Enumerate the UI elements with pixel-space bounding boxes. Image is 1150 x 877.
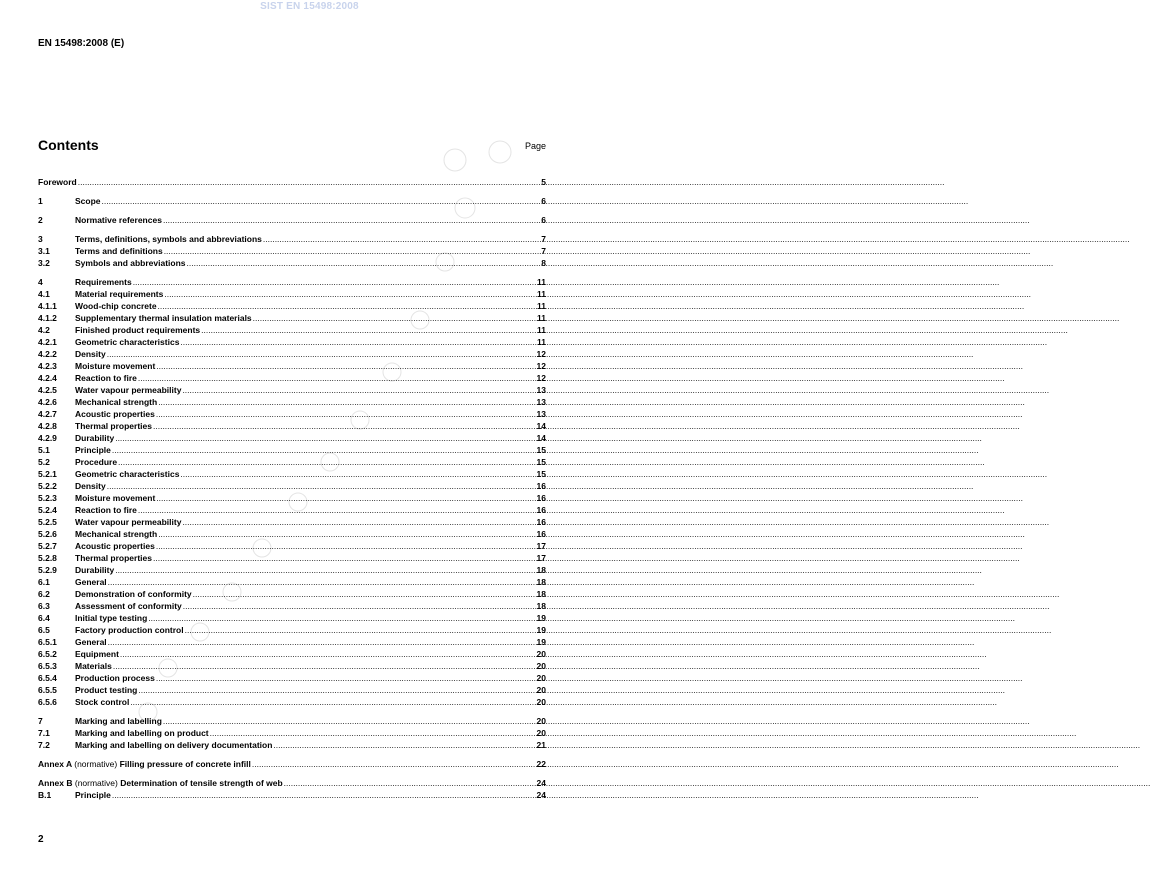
toc-entry-page: 12 [536, 349, 546, 359]
toc-leader-dots [108, 576, 536, 588]
toc-entry-title: Assessment of conformity [75, 601, 182, 611]
toc-entry-page: 20 [536, 697, 546, 707]
toc-leader-dots [156, 492, 535, 504]
toc-entry-title: Finished product requirements [75, 325, 201, 335]
toc-entry[interactable] [38, 214, 546, 226]
toc-entry-page: 6 [541, 215, 546, 225]
toc-entry-number: 6.4 [38, 613, 50, 623]
toc-entry[interactable] [38, 612, 546, 624]
toc-entry-page: 15 [536, 445, 546, 455]
toc-entry[interactable] [38, 564, 546, 576]
toc-entry[interactable] [38, 660, 546, 672]
toc-entry-number: 5.2.2 [38, 481, 57, 491]
toc-entry-number: 7.1 [38, 728, 50, 738]
toc-entry-number: 2 [38, 215, 43, 225]
toc-entry-number: 5.2.1 [38, 469, 57, 479]
toc-entry-title: Mechanical strength [75, 529, 158, 539]
toc-leader-dots [273, 739, 535, 751]
toc-entry-page: 14 [536, 421, 546, 431]
toc-leader-dots [180, 468, 535, 480]
toc-entry-title: Density [75, 349, 106, 359]
toc-entry-title: Supplementary thermal insulation materials [75, 313, 252, 323]
toc-entry-page: 7 [541, 246, 546, 256]
toc-entry[interactable] [38, 312, 546, 324]
toc-entry-title: Marking and labelling [75, 716, 162, 726]
toc-annex-label: Annex B [38, 778, 73, 788]
toc-entry-page: 7 [541, 234, 546, 244]
toc-entry-number: 5.2 [38, 457, 50, 467]
toc-leader-dots [156, 360, 535, 372]
toc-annex-note: (normative) [74, 778, 121, 788]
toc-entry-title: Equipment [75, 649, 119, 659]
toc-entry-number: 4.2.1 [38, 337, 57, 347]
toc-entry-number: 6.5.6 [38, 697, 57, 707]
toc-entry[interactable] [38, 195, 546, 207]
toc-leader-dots [78, 176, 541, 188]
toc-entry-title: General [75, 577, 107, 587]
toc-entry[interactable] [38, 789, 546, 801]
toc-entry-title: Acoustic properties [75, 541, 155, 551]
toc-entry[interactable] [38, 504, 546, 516]
toc-entry-number: 4.1 [38, 289, 50, 299]
toc-entry-number: 6.5.4 [38, 673, 57, 683]
toc-entry-page: 11 [537, 337, 546, 347]
toc-entry[interactable] [38, 528, 546, 540]
toc-entry-number: 1 [38, 196, 43, 206]
toc-entry-number: 5.1 [38, 445, 50, 455]
toc-entry-number: 6.5 [38, 625, 50, 635]
toc-entry-number: 4.1.2 [38, 313, 57, 323]
toc-entry-title: Water vapour permeability [75, 517, 182, 527]
toc-entry-title: Mechanical strength [75, 397, 158, 407]
toc-entry-title: Factory production control [75, 625, 184, 635]
toc-entry-number: 7 [38, 716, 43, 726]
toc-entry-title: Density [75, 481, 106, 491]
toc-entry-number: 5.2.7 [38, 541, 57, 551]
toc-leader-dots [156, 540, 536, 552]
toc-entry[interactable] [38, 576, 546, 588]
toc-entry-page: 16 [536, 493, 546, 503]
toc-entry[interactable] [38, 456, 546, 468]
toc-entry[interactable] [38, 324, 546, 336]
toc-entry-title: Principle [75, 445, 111, 455]
toc-entry-page: 17 [536, 553, 546, 563]
toc-entry-page: 18 [536, 577, 546, 587]
toc-entry-number: 3 [38, 234, 43, 244]
toc-entry[interactable] [38, 432, 546, 444]
toc-entry[interactable] [38, 480, 546, 492]
toc-entry[interactable] [38, 336, 546, 348]
toc-leader-dots [158, 300, 536, 312]
toc-entry-page: 16 [536, 505, 546, 515]
toc-entry[interactable] [38, 588, 546, 600]
toc-entry[interactable] [38, 176, 546, 188]
table-of-contents [38, 176, 546, 801]
toc-leader-dots [183, 600, 536, 612]
toc-entry-page: 14 [536, 433, 546, 443]
toc-entry[interactable] [38, 420, 546, 432]
toc-entry[interactable] [38, 300, 546, 312]
toc-annex-title: Filling pressure of concrete infill [119, 759, 251, 769]
toc-entry-number: 6.1 [38, 577, 50, 587]
toc-entry-number: 3.2 [38, 258, 50, 268]
toc-entry-title [38, 758, 251, 770]
toc-entry[interactable] [38, 758, 546, 770]
toc-leader-dots [201, 324, 536, 336]
toc-leader-dots [182, 516, 535, 528]
toc-entry-number: 4.1.1 [38, 301, 57, 311]
toc-entry[interactable] [38, 288, 546, 300]
toc-leader-dots [107, 348, 536, 360]
toc-entry-page: 15 [536, 457, 546, 467]
toc-leader-dots [164, 288, 536, 300]
toc-entry-title: Production process [75, 673, 155, 683]
toc-entry-title: Terms and definitions [75, 246, 163, 256]
toc-entry-number: 4.2.5 [38, 385, 57, 395]
toc-entry-page: 11 [537, 277, 546, 287]
toc-entry-page: 12 [536, 361, 546, 371]
toc-entry-title: Thermal properties [75, 421, 152, 431]
toc-entry-title: Thermal properties [75, 553, 152, 563]
toc-entry-title: Water vapour permeability [75, 385, 182, 395]
toc-entry-page: 18 [536, 601, 546, 611]
toc-leader-dots [113, 660, 536, 672]
contents-heading: Contents [38, 137, 99, 153]
toc-leader-dots [138, 504, 536, 516]
toc-entry-title: Moisture movement [75, 361, 156, 371]
toc-leader-dots [130, 696, 535, 708]
toc-leader-dots [112, 789, 536, 801]
toc-entry-page: 16 [536, 481, 546, 491]
toc-annex-label: Annex A [38, 759, 72, 769]
toc-leader-dots [133, 276, 536, 288]
toc-entry-number: 5.2.4 [38, 505, 57, 515]
toc-leader-dots [284, 777, 536, 789]
page-number: 2 [38, 834, 44, 845]
toc-entry[interactable] [38, 715, 546, 727]
toc-entry-page: 13 [536, 409, 546, 419]
toc-entry-number: 4.2.9 [38, 433, 57, 443]
toc-entry-title: Requirements [75, 277, 132, 287]
toc-entry-title: Material requirements [75, 289, 164, 299]
toc-entry-page: 20 [536, 661, 546, 671]
toc-entry[interactable] [38, 648, 546, 660]
toc-entry-title: Durability [75, 433, 115, 443]
toc-entry-number: 3.1 [38, 246, 50, 256]
toc-entry-page: 19 [536, 625, 546, 635]
toc-entry[interactable] [38, 444, 546, 456]
toc-entry-number: 6.5.1 [38, 637, 57, 647]
toc-entry-title: Foreword [38, 177, 77, 187]
toc-leader-dots [253, 312, 536, 324]
toc-entry-number: 5.2.6 [38, 529, 57, 539]
toc-leader-dots [185, 624, 536, 636]
toc-entry-number: 4.2 [38, 325, 50, 335]
toc-leader-dots [156, 408, 536, 420]
toc-entry-number: 5.2.5 [38, 517, 57, 527]
toc-leader-dots [163, 715, 536, 727]
toc-entry[interactable] [38, 540, 546, 552]
toc-entry[interactable] [38, 739, 546, 751]
toc-leader-dots [153, 552, 536, 564]
toc-entry-title: Moisture movement [75, 493, 156, 503]
toc-entry-title: Scope [75, 196, 101, 206]
toc-entry[interactable] [38, 492, 546, 504]
toc-entry-title: Demonstration of conformity [75, 589, 192, 599]
toc-entry-number: 6.3 [38, 601, 50, 611]
toc-leader-dots [187, 257, 541, 269]
toc-leader-dots [180, 336, 536, 348]
toc-entry-title: Materials [75, 661, 112, 671]
toc-entry[interactable] [38, 396, 546, 408]
toc-entry[interactable] [38, 777, 546, 789]
toc-leader-dots [164, 245, 541, 257]
toc-entry-page: 20 [536, 728, 546, 738]
toc-leader-dots [108, 636, 536, 648]
toc-leader-dots [182, 384, 535, 396]
page-column-label: Page [524, 141, 546, 151]
toc-entry-title: Durability [75, 565, 115, 575]
toc-entry-number: B.1 [38, 790, 52, 800]
toc-entry-number: 4.2.7 [38, 409, 57, 419]
toc-entry-title: Stock control [75, 697, 130, 707]
toc-entry-page: 13 [536, 385, 546, 395]
toc-entry-page: 20 [536, 685, 546, 695]
toc-entry-number: 6.5.3 [38, 661, 57, 671]
toc-leader-dots [210, 727, 536, 739]
toc-leader-dots [153, 420, 536, 432]
toc-entry[interactable] [38, 684, 546, 696]
toc-entry-number: 4.2.8 [38, 421, 57, 431]
toc-entry[interactable] [38, 276, 546, 288]
toc-entry[interactable] [38, 696, 546, 708]
toc-entry-page: 11 [537, 301, 546, 311]
toc-entry-page: 17 [536, 541, 546, 551]
toc-entry-title: Geometric characteristics [75, 469, 180, 479]
toc-annex-note: (normative) [74, 759, 120, 769]
toc-leader-dots [118, 456, 535, 468]
toc-entry[interactable] [38, 360, 546, 372]
toc-entry-title: Wood-chip concrete [75, 301, 157, 311]
document-id: EN 15498:2008 (E) [38, 38, 125, 49]
toc-entry-number: 4.2.4 [38, 373, 57, 383]
toc-entry-number: 4 [38, 277, 43, 287]
toc-entry-page: 19 [536, 613, 546, 623]
toc-entry-title: General [75, 637, 107, 647]
toc-entry[interactable] [38, 408, 546, 420]
toc-annex-title: Determination of tensile strength of web [120, 778, 283, 788]
toc-entry-title: Reaction to fire [75, 505, 137, 515]
toc-entry-title: Geometric characteristics [75, 337, 180, 347]
toc-entry-page: 6 [541, 196, 546, 206]
toc-entry[interactable] [38, 348, 546, 360]
toc-entry-page: 18 [536, 589, 546, 599]
toc-entry-page: 16 [536, 517, 546, 527]
toc-leader-dots [115, 564, 535, 576]
toc-entry-number: 5.2.3 [38, 493, 57, 503]
toc-entry[interactable] [38, 384, 546, 396]
toc-entry[interactable] [38, 636, 546, 648]
toc-entry-page: 5 [541, 177, 546, 187]
toc-entry-page: 19 [536, 637, 546, 647]
toc-entry[interactable] [38, 672, 546, 684]
toc-leader-dots [148, 612, 535, 624]
toc-entry-page: 18 [536, 565, 546, 575]
toc-entry-title: Principle [75, 790, 111, 800]
toc-entry-title: Marking and labelling on delivery documentation [75, 740, 273, 750]
toc-entry[interactable] [38, 552, 546, 564]
toc-leader-dots [158, 396, 535, 408]
toc-entry-title: Terms, definitions, symbols and abbreviations [75, 234, 262, 244]
toc-leader-dots [263, 233, 540, 245]
toc-entry[interactable] [38, 233, 546, 245]
toc-entry-title: Procedure [75, 457, 118, 467]
toc-entry-number: 6.5.2 [38, 649, 57, 659]
toc-leader-dots [252, 758, 536, 770]
toc-entry-page: 20 [536, 716, 546, 726]
toc-entry-page: 11 [537, 325, 546, 335]
toc-entry-title: Symbols and abbreviations [75, 258, 186, 268]
toc-leader-dots [163, 214, 540, 226]
toc-leader-dots [138, 372, 536, 384]
toc-entry[interactable] [38, 245, 546, 257]
toc-entry-page: 16 [536, 529, 546, 539]
toc-leader-dots [156, 672, 536, 684]
toc-entry-page: 8 [541, 258, 546, 268]
toc-entry-page: 20 [536, 649, 546, 659]
toc-entry[interactable] [38, 468, 546, 480]
toc-entry-title: Marking and labelling on product [75, 728, 209, 738]
toc-entry[interactable] [38, 624, 546, 636]
toc-entry-page: 24 [536, 778, 546, 788]
toc-entry-number: 7.2 [38, 740, 50, 750]
toc-entry-number: 4.2.6 [38, 397, 57, 407]
toc-leader-dots [138, 684, 535, 696]
toc-entry-page: 20 [536, 673, 546, 683]
toc-entry[interactable] [38, 257, 546, 269]
toc-leader-dots [107, 480, 536, 492]
toc-entry[interactable] [38, 600, 546, 612]
toc-entry[interactable] [38, 372, 546, 384]
toc-entry-page: 13 [536, 397, 546, 407]
toc-entry-number: 4.2.2 [38, 349, 57, 359]
toc-entry-number: 5.2.9 [38, 565, 57, 575]
toc-entry-page: 12 [536, 373, 546, 383]
toc-entry-title: Reaction to fire [75, 373, 137, 383]
toc-leader-dots [158, 528, 535, 540]
toc-entry-number: 6.2 [38, 589, 50, 599]
toc-entry-page: 22 [536, 759, 546, 769]
toc-entry-title [38, 777, 283, 789]
toc-entry-page: 11 [537, 313, 546, 323]
watermark-title: SIST EN 15498:2008 [260, 1, 359, 12]
toc-entry-page: 21 [536, 740, 546, 750]
toc-entry-page: 11 [537, 289, 546, 299]
toc-entry-title: Acoustic properties [75, 409, 155, 419]
toc-entry-page: 24 [536, 790, 546, 800]
toc-entry-title: Normative references [75, 215, 162, 225]
toc-leader-dots [193, 588, 536, 600]
toc-leader-dots [120, 648, 536, 660]
toc-leader-dots [102, 195, 541, 207]
toc-entry-title: Initial type testing [75, 613, 148, 623]
toc-entry[interactable] [38, 727, 546, 739]
toc-entry-number: 4.2.3 [38, 361, 57, 371]
toc-entry-title: Product testing [75, 685, 138, 695]
toc-entry-number: 6.5.5 [38, 685, 57, 695]
toc-entry-page: 15 [536, 469, 546, 479]
toc-leader-dots [112, 444, 536, 456]
toc-entry-number: 5.2.8 [38, 553, 57, 563]
toc-leader-dots [115, 432, 535, 444]
toc-entry[interactable] [38, 516, 546, 528]
